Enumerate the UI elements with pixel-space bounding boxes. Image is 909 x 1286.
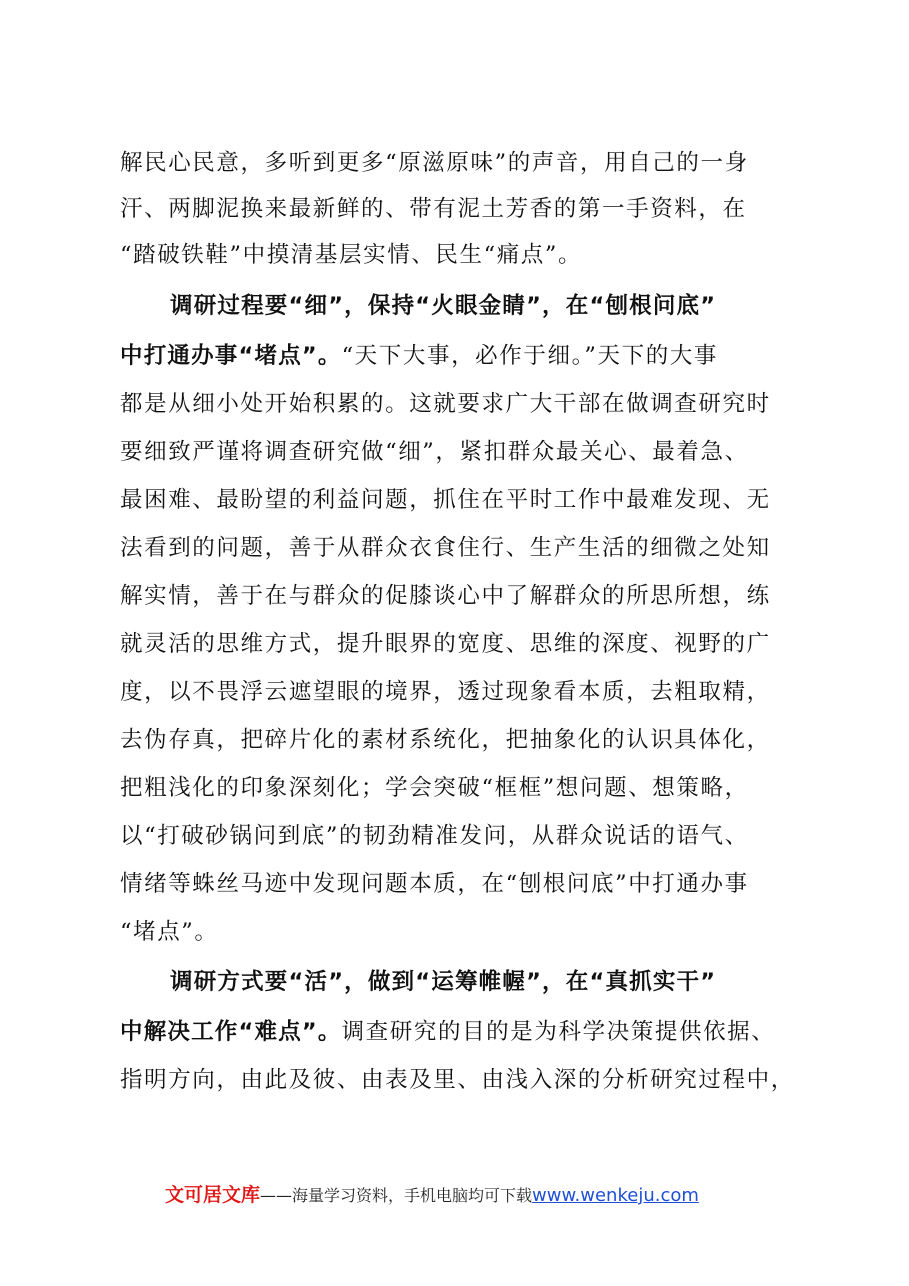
body-line: “堵点”。: [120, 919, 219, 945]
body-line: 法看到的问题，善于从群众衣食住行、生产生活的细微之处知: [120, 535, 771, 561]
footer-brand: 文可居文库: [165, 1184, 261, 1206]
body-line: 去伪存真，把碎片化的素材系统化，把抽象化的认识具体化，: [120, 727, 771, 753]
body-line: 指明方向，由此及彼、由表及里、由浅入深的分析研究过程中，: [120, 1067, 795, 1093]
footer-tagline: ——海量学习资料，手机电脑均可下载: [260, 1186, 533, 1205]
section-heading-detail-cont: 中打通办事“堵点”。: [120, 343, 342, 369]
body-line-mixed: [120, 1021, 775, 1044]
body-line: 情绪等蛛丝马迹中发现问题本质，在“刨根问底”中打通办事: [120, 871, 749, 897]
body-line: 度，以不畏浮云遮望眼的境界，透过现象看本质，去粗取精，: [120, 679, 771, 705]
body-line: 汗、两脚泥换来最新鲜的、带有泥土芳香的第一手资料，在: [120, 196, 747, 222]
body-line: 解实情，善于在与群众的促膝谈心中了解群众的所思所想，练: [120, 583, 771, 609]
body-line: 都是从细小处开始积累的。这就要求广大干部在做调查研究时: [120, 391, 771, 417]
body-line: 以“打破砂锅问到底”的韧劲精准发问，从群众说话的语气、: [120, 823, 749, 849]
footer-website-link[interactable]: www.wenkeju.com: [532, 1185, 699, 1206]
section-heading-flexible-cont: 中解决工作“难点”。: [120, 1019, 342, 1045]
body-text: “天下大事，必作于细。”天下的大事: [341, 343, 719, 369]
body-line-mixed: [120, 345, 718, 368]
body-line: 最困难、最盼望的利益问题，抓住在平时工作中最难发现、无: [120, 487, 771, 513]
section-heading-flexible: 调研方式要“活”，做到“运筹帷幄”，在“真抓实干”: [170, 969, 717, 995]
body-line: 就灵活的思维方式，提升眼界的宽度、思维的深度、视野的广: [120, 631, 771, 657]
body-text: 调查研究的目的是为科学决策提供依据、: [341, 1019, 776, 1045]
section-heading-detail: 调研过程要“细”，保持“火眼金睛”，在“刨根问底”: [170, 293, 717, 319]
body-line: “踏破铁鞋”中摸清基层实情、民生“痛点”。: [120, 242, 583, 268]
body-line: 解民心民意，多听到更多“原滋原味”的声音，用自己的一身: [120, 150, 749, 176]
page-footer: [165, 1183, 699, 1208]
body-line: 要细致严谨将调查研究做“细”，紧扣群众最关心、最着急、: [120, 439, 749, 465]
body-line: 把粗浅化的印象深刻化；学会突破“框框”想问题、想策略，: [120, 775, 749, 801]
